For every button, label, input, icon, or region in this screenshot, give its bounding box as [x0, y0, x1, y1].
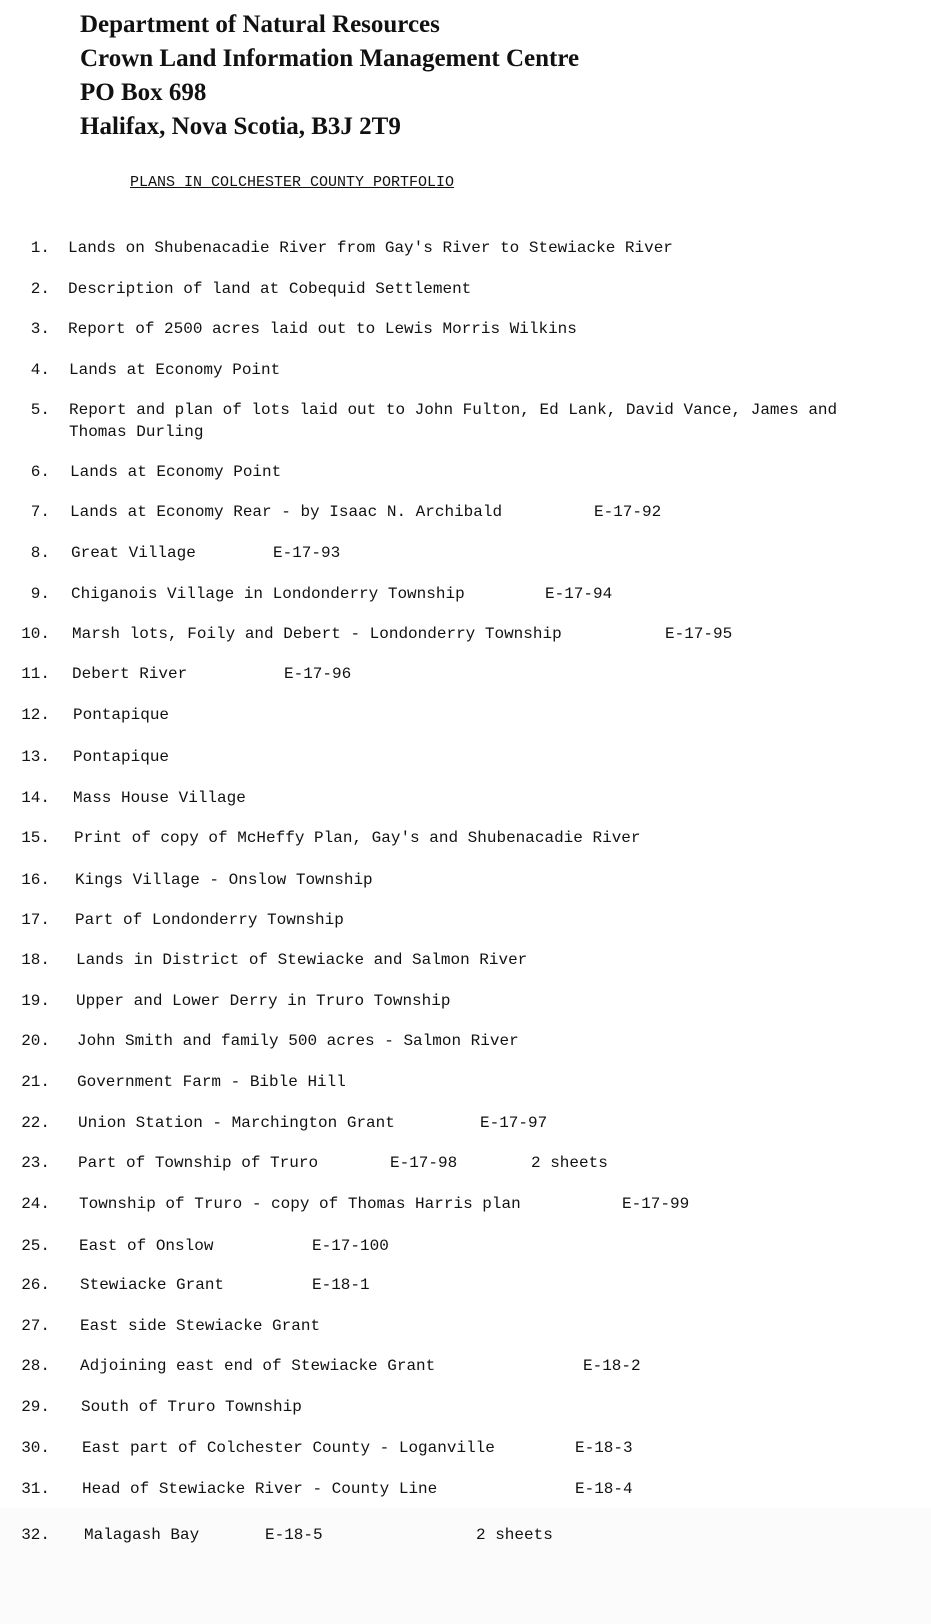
letterhead-centre: Crown Land Information Management Centre — [80, 45, 580, 72]
item-description: Head of Stewiacke River - County Line — [82, 1480, 438, 1498]
letterhead-po-box: PO Box 698 — [80, 79, 207, 106]
item-number: 22. — [21, 1114, 50, 1132]
item-number: 15. — [21, 829, 50, 847]
item-plan-code: E-17-94 — [545, 585, 613, 603]
item-description: Part of Londonderry Township — [75, 911, 344, 929]
item-plan-code: E-17-99 — [622, 1195, 690, 1213]
letterhead — [80, 8, 579, 144]
item-description: Report of 2500 acres laid out to Lewis Morris Wilkins — [68, 320, 577, 338]
item-plan-code: E-17-97 — [480, 1114, 548, 1132]
item-description: Report and plan of lots laid out to John Fulton, Ed Lank, David Vance, James and Thomas Durling — [69, 401, 838, 441]
item-number: 17. — [21, 911, 50, 929]
item-description: Lands at Economy Point — [70, 463, 282, 481]
item-number: 29. — [21, 1398, 50, 1416]
item-number: 27. — [21, 1317, 50, 1335]
item-number: 24. — [21, 1195, 50, 1213]
item-plan-code: E-17-100 — [312, 1237, 389, 1255]
item-number: 11. — [21, 665, 50, 683]
item-number: 23. — [21, 1154, 50, 1172]
item-plan-code: E-17-92 — [594, 503, 662, 521]
item-description: Adjoining east end of Stewiacke Grant — [80, 1357, 436, 1375]
item-description: Chiganois Village in Londonderry Township — [71, 585, 465, 603]
item-description: East of Onslow — [79, 1237, 214, 1255]
item-description: East side Stewiacke Grant — [80, 1317, 321, 1335]
item-plan-code: E-17-96 — [284, 665, 352, 683]
item-number: 31. — [21, 1480, 50, 1498]
item-number: 8. — [30, 544, 50, 562]
item-number: 10. — [21, 625, 50, 643]
item-number: 32. — [21, 1526, 50, 1544]
item-number: 21. — [21, 1073, 50, 1091]
item-plan-code: E-18-3 — [575, 1439, 633, 1457]
item-number: 4. — [30, 361, 50, 379]
item-description: Lands on Shubenacadie River from Gay's River to Stewiacke River — [68, 239, 673, 257]
item-plan-code: E-17-93 — [273, 544, 341, 562]
item-number: 28. — [21, 1357, 50, 1375]
item-number: 18. — [21, 951, 50, 969]
item-description: Mass House Village — [73, 789, 246, 807]
item-description: Kings Village - Onslow Township — [75, 871, 373, 889]
item-number: 7. — [30, 503, 50, 521]
item-number: 12. — [21, 706, 50, 724]
item-number: 1. — [30, 239, 50, 257]
item-description: Government Farm - Bible Hill — [77, 1073, 346, 1091]
item-number: 30. — [21, 1439, 50, 1457]
letterhead-department: Department of Natural Resources — [80, 11, 440, 38]
item-number: 26. — [21, 1276, 50, 1294]
item-description: John Smith and family 500 acres - Salmon River — [77, 1032, 519, 1050]
item-description: East part of Colchester County - Loganville — [82, 1439, 495, 1457]
item-description: Township of Truro - copy of Thomas Harris plan — [79, 1195, 521, 1213]
document-title: PLANS IN COLCHESTER COUNTY PORTFOLIO — [130, 174, 455, 191]
item-number: 20. — [21, 1032, 50, 1050]
item-number: 16. — [21, 871, 50, 889]
item-description: Pontapique — [73, 748, 170, 766]
item-number: 2. — [30, 280, 50, 298]
item-description: Union Station - Marchington Grant — [78, 1114, 395, 1132]
item-plan-code: E-18-5 — [265, 1526, 323, 1544]
item-number: 3. — [30, 320, 50, 338]
item-description: Stewiacke Grant — [80, 1276, 225, 1294]
item-number: 9. — [30, 585, 50, 603]
item-description: Upper and Lower Derry in Truro Township — [76, 992, 451, 1010]
item-plan-code: E-18-1 — [312, 1276, 370, 1294]
item-description: Malagash Bay — [84, 1526, 200, 1544]
item-description: Marsh lots, Foily and Debert - Londonderry Township — [72, 625, 562, 643]
item-plan-code: E-18-2 — [583, 1357, 641, 1375]
item-number: 14. — [21, 789, 50, 807]
item-number: 5. — [30, 401, 50, 419]
item-sheet-count: 2 sheets — [476, 1526, 553, 1544]
item-plan-code: E-17-98 — [390, 1154, 458, 1172]
item-description: Lands at Economy Rear - by Isaac N. Archibald — [70, 503, 503, 521]
item-plan-code: E-18-4 — [575, 1480, 633, 1498]
item-sheet-count: 2 sheets — [531, 1154, 608, 1172]
item-description: Pontapique — [73, 706, 170, 724]
item-plan-code: E-17-95 — [665, 625, 733, 643]
item-description: South of Truro Township — [81, 1398, 302, 1416]
item-description: Print of copy of McHeffy Plan, Gay's and Shubenacadie River — [74, 829, 641, 847]
item-number: 13. — [21, 748, 50, 766]
item-description: Lands at Economy Point — [69, 361, 281, 379]
item-description: Part of Township of Truro — [78, 1154, 319, 1172]
item-number: 25. — [21, 1237, 50, 1255]
item-description: Debert River — [72, 665, 188, 683]
item-description: Description of land at Cobequid Settlement — [68, 280, 472, 298]
item-description: Great Village — [71, 544, 196, 562]
item-number: 6. — [30, 463, 50, 481]
item-number: 19. — [21, 992, 50, 1010]
letterhead-city: Halifax, Nova Scotia, B3J 2T9 — [80, 113, 401, 140]
item-description: Lands in District of Stewiacke and Salmon River — [76, 951, 528, 969]
